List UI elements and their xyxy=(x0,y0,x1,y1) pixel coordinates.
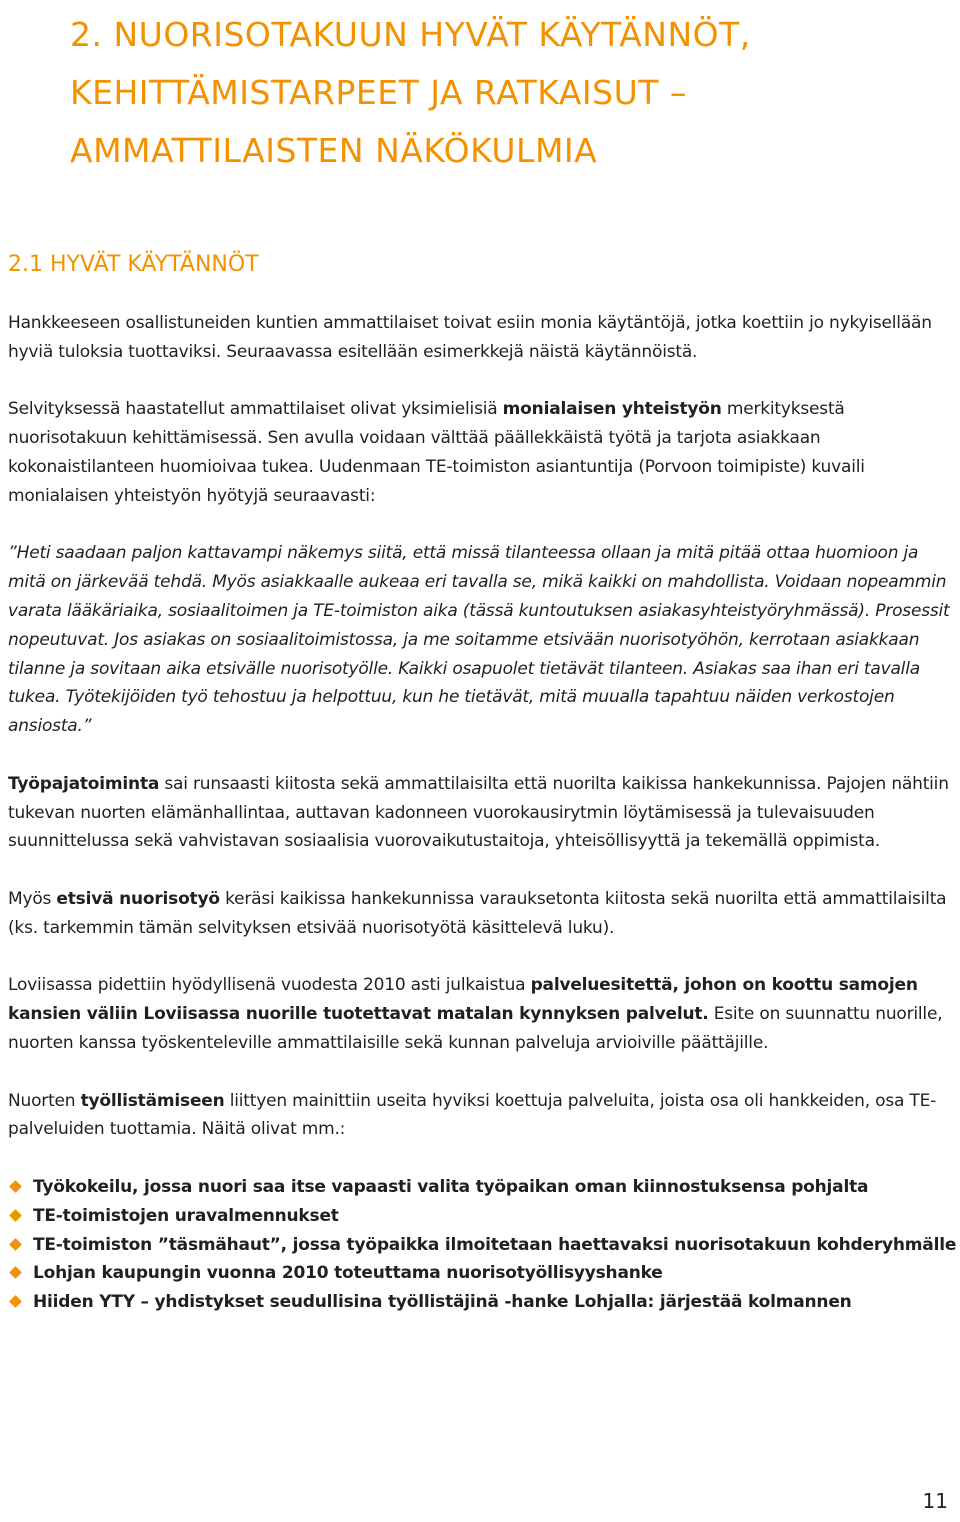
diamond-bullet-icon xyxy=(9,1209,22,1222)
quote-block: ”Heti saadaan paljon kattavampi näkemys siitä, että missä tilanteessa ollaan ja mitä pitää ottaa huomioon ja mitä on järkevää tehdä. Myös asiakkaalle aukeaa eri tavalla se, mikä kaikki on mahdollista. Voidaan nopeammin varata lääkäriaika, sosiaalitoimen ja TE-toimiston aika (tässä kuntoutuksen asiakasyhteistyöryhmässä). Prosessit nopeutuvat. Jos asiakas on sosiaalitoimistossa, ja me soitamme etsivään nuorisotyöhön, kerrotaan asiakkaan tilanne ja sovitaan aika etsivälle nuorisotyölle. Kaikki osapuolet tietävät tilanteen. Asiakas saa ihan eri tavalla tukea. Työtekijöiden työ tehostuu ja helpottuu, kun he tietävät, mitä muualla tapahtuu näiden verkostojen ansiosta.” xyxy=(8,543,950,737)
list-item: Työkokeilu, jossa nuori saa itse vapaasti valita työpaikan oman kiinnostuksensa pohjalta xyxy=(8,1173,960,1202)
page-number: 11 xyxy=(922,1489,948,1513)
paragraph-outreach: Myös etsivä nuorisotyö keräsi kaikissa hankekunnissa varauksetonta kiitosta sekä nuorilta että ammattilaisilta (ks. tarkemmin tämän selvityksen etsivää nuorisotyötä käsittelevä luku). xyxy=(8,888,947,938)
diamond-bullet-icon xyxy=(9,1266,22,1279)
services-list xyxy=(8,1173,960,1317)
diamond-bullet-icon xyxy=(9,1238,22,1251)
body-text xyxy=(8,309,960,1317)
paragraph-workshops: Työpajatoiminta sai runsaasti kiitosta sekä ammattilaisilta että nuorilta kaikissa hankekunnissa. Pajojen nähtiin tukevan nuorten elämänhallintaa, auttavan kadonneen vuorokausirytmin löytämisessä ja tulevaisuuden suunnittelussa sekä vahvistavan sosiaalisia vuorovaikutustaitoja, yhteisöllisyyttä ja tekemällä oppimista. xyxy=(8,773,949,852)
paragraph-brochure: Loviisassa pidettiin hyödyllisenä vuodesta 2010 asti julkaistua palveluesitettä, johon on koottu samojen kansien väliin Loviisassa nuorille tuotettavat matalan kynnyksen palvelut. Esite on suunnattu nuorille, nuorten kanssa työskenteleville ammattilaisille sekä kunnan palveluja arvioiville päättäjille. xyxy=(8,975,943,1053)
list-item: Lohjan kaupungin vuonna 2010 toteuttama nuorisotyöllisyyshanke xyxy=(8,1259,960,1288)
section-title: 2.1 HYVÄT KÄYTÄNNÖT xyxy=(8,252,259,277)
emphasis-service-brochure: palveluesitettä, johon on koottu samojen kansien väliin Loviisassa nuorille tuotettavat matalan kynnyksen palvelut. xyxy=(8,975,918,1025)
chapter-title: 2. NUORISOTAKUUN HYVÄT KÄYTÄNNÖT, KEHITTÄMISTARPEET JA RATKAISUT – AMMATTILAISTEN NÄKÖKULMIA xyxy=(70,15,751,170)
list-item: TE-toimistojen uravalmennukset xyxy=(8,1202,960,1231)
list-item: TE-toimiston ”täsmähaut”, jossa työpaikka ilmoitetaan haettavaksi nuorisotakuun kohderyhmälle xyxy=(8,1231,960,1260)
diamond-bullet-icon xyxy=(9,1295,22,1308)
emphasis-workshops: Työpajatoiminta xyxy=(8,773,160,794)
paragraph-employment: Nuorten työllistämiseen liittyen mainittiin useita hyviksi koettuja palveluita, joista osa oli hankkeiden, osa TE-palveluiden tuottamia. Näitä olivat mm.: xyxy=(8,1090,937,1140)
paragraph-cooperation: Selvityksessä haastatellut ammattilaiset olivat yksimielisiä monialaisen yhteistyön merkityksestä nuorisotakuun kehittämisessä. Sen avulla voidaan välttää päällekkäistä työtä ja tarjota asiakkaan kokonaistilanteen huomioivaa tukea. Uudenmaan TE-toimiston asiantuntija (Porvoon toimipiste) kuvaili monialaisen yhteistyön hyötyjä seuraavasti: xyxy=(8,399,865,506)
emphasis-multidisciplinary-cooperation: monialaisen yhteistyön xyxy=(502,399,722,420)
emphasis-employment: työllistämiseen xyxy=(80,1090,225,1111)
list-item: Hiiden YTY – yhdistykset seudullisina työllistäjinä -hanke Lohjalla: järjestää kolmannen xyxy=(8,1288,960,1317)
emphasis-outreach-youth-work: etsivä nuorisotyö xyxy=(56,888,220,909)
paragraph-intro: Hankkeeseen osallistuneiden kuntien ammattilaiset toivat esiin monia käytäntöjä, jotka koettiin jo nykyisellään hyviä tuloksia tuottaviksi. Seuraavassa esitellään esimerkkejä näistä käytännöistä. xyxy=(8,313,932,362)
diamond-bullet-icon xyxy=(9,1180,22,1193)
